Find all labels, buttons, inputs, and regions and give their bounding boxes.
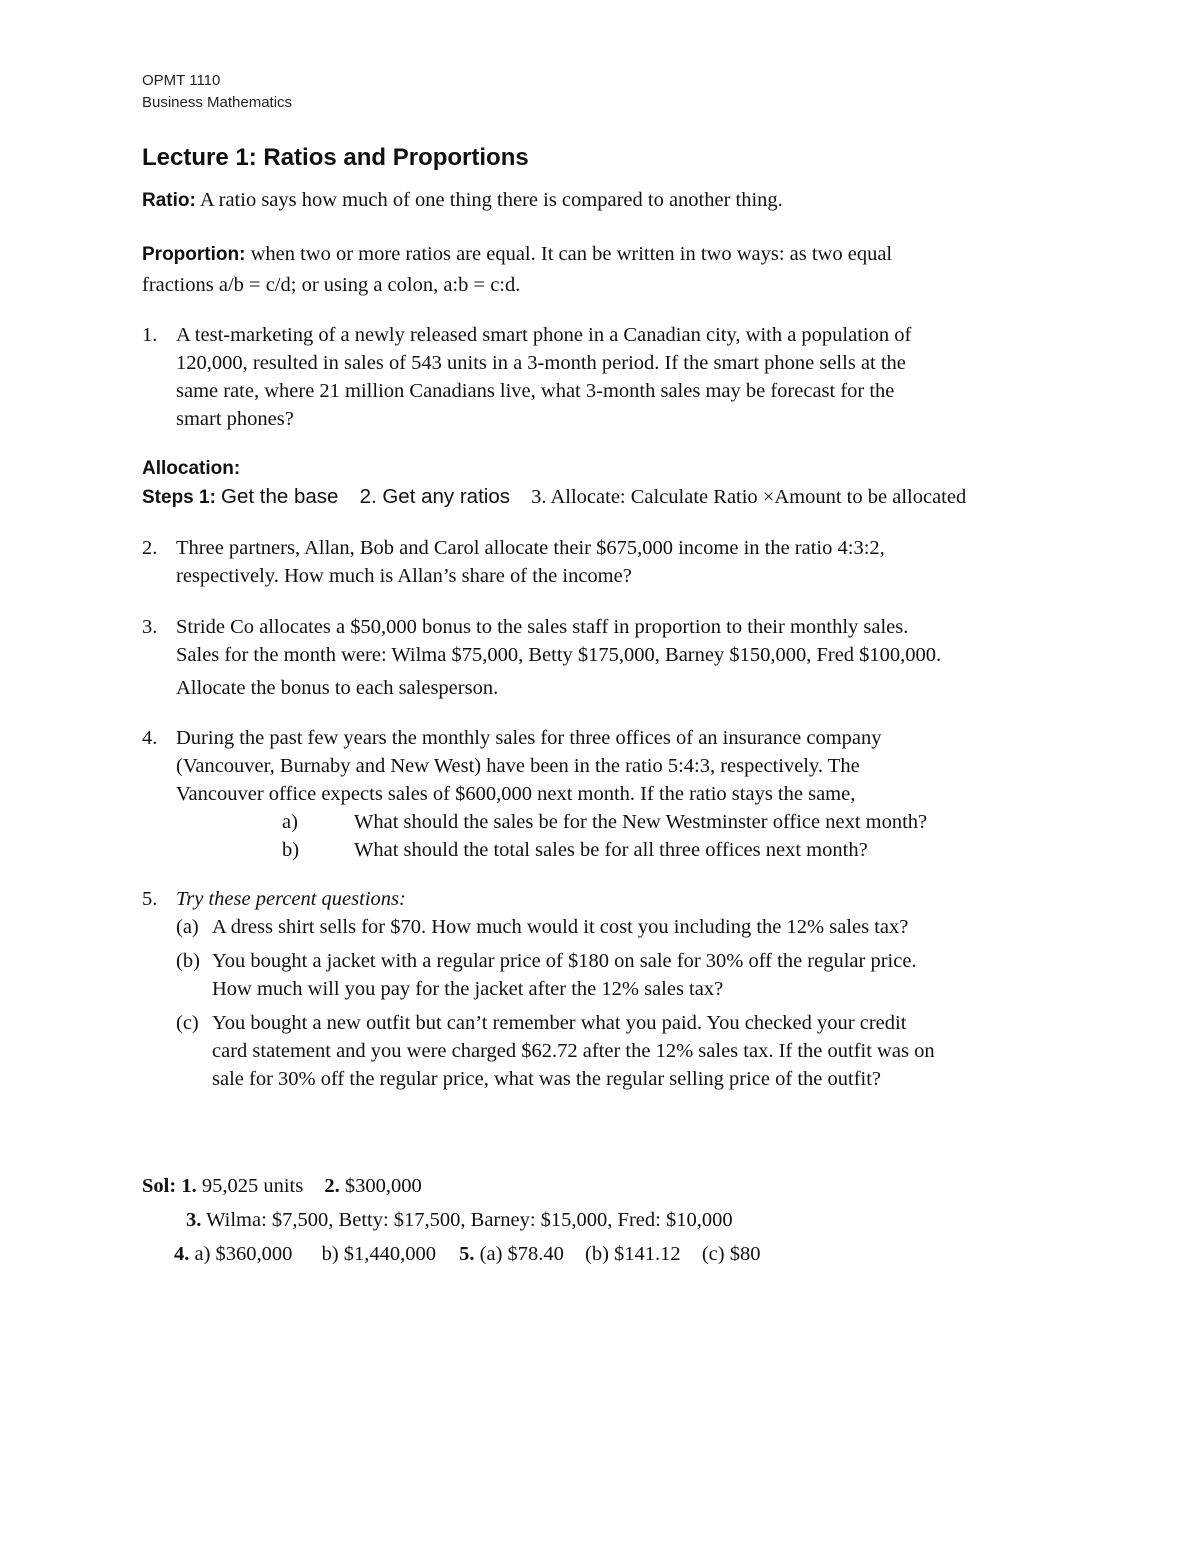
question-5 (142, 885, 1072, 1093)
solution-5c: (c) $80 (701, 1243, 761, 1265)
question-3 (142, 613, 1072, 702)
part-label: a) (282, 811, 298, 833)
part-line: card statement and you were charged $62.72 after the 12% sales tax. If the outfit was on (212, 1040, 935, 1062)
question-number: 5. (142, 888, 158, 910)
part-text: What should the sales be for the New Westminster office next month? (354, 811, 928, 833)
part-text: What should the total sales be for all three offices next month? (354, 839, 868, 861)
question-4-part-b (142, 836, 1072, 864)
part-line: A dress shirt sells for $70. How much would it cost you including the 12% sales tax? (212, 916, 909, 938)
proportion-line-1: when two or more ratios are equal. It can be written in two ways: as two equal (250, 243, 893, 265)
course-code: OPMT 1110 (142, 72, 221, 89)
question-number: 2. (142, 537, 158, 559)
question-number: 3. (142, 616, 158, 638)
question-number: 1. (142, 324, 158, 346)
solution-4a: a) $360,000 (194, 1243, 293, 1265)
question-5-part-c (176, 1009, 1072, 1093)
question-line: Allocate the bonus to each salesperson. (176, 677, 499, 699)
question-line: (Vancouver, Burnaby and New West) have been in the ratio 5:4:3, respectively. The (176, 755, 860, 777)
part-line: You bought a jacket with a regular price of $180 on sale for 30% off the regular price. (212, 950, 917, 972)
solutions-line-3 (142, 1240, 1042, 1268)
ratio-term: Ratio: (142, 190, 196, 211)
solution-number: 3. (186, 1209, 202, 1231)
solution-number: 1. (181, 1175, 197, 1197)
question-line: Three partners, Allan, Bob and Carol allocate their $675,000 income in the ratio 4:3:2, (176, 537, 885, 559)
solution-number: 4. (174, 1243, 190, 1265)
steps-label: Steps 1: (142, 487, 216, 508)
course-header (142, 70, 292, 114)
question-number: 4. (142, 727, 158, 749)
question-line: During the past few years the monthly sales for three offices of an insurance company (176, 727, 882, 749)
part-line: sale for 30% off the regular price, what was the regular selling price of the outfit? (212, 1068, 882, 1090)
question-1 (142, 321, 1072, 433)
solution-number: 2. (324, 1175, 340, 1197)
ratio-text: A ratio says how much of one thing there is compared to another thing. (199, 189, 783, 211)
question-line: smart phones? (176, 408, 294, 430)
question-line: Sales for the month were: Wilma $75,000, Betty $175,000, Barney $150,000, Fred $100,000. (176, 644, 942, 666)
proportion-definition (142, 240, 1072, 299)
part-label: (c) (176, 1012, 199, 1034)
solutions-line-1 (142, 1172, 1042, 1200)
step-1: Get the base (221, 485, 339, 508)
solution-2: $300,000 (344, 1175, 422, 1197)
course-name: Business Mathematics (142, 94, 293, 111)
allocation-steps (142, 483, 1072, 512)
question-line: respectively. How much is Allan’s share of the income? (176, 565, 632, 587)
proportion-line-2: fractions a/b = c/d; or using a colon, a:b = c:d. (142, 274, 521, 296)
part-label: (b) (176, 950, 200, 972)
question-2 (142, 534, 1072, 590)
solutions-label: Sol: (142, 1175, 177, 1197)
question-line: Stride Co allocates a $50,000 bonus to the sales staff in proportion to their monthly sales. (176, 616, 909, 638)
solution-5b: (b) $141.12 (585, 1243, 681, 1265)
solution-1: 95,025 units (201, 1175, 304, 1197)
step-2: 2. Get any ratios (359, 485, 510, 508)
part-line: You bought a new outfit but can’t remember what you paid. You checked your credit (212, 1012, 907, 1034)
proportion-term: Proportion: (142, 244, 246, 265)
solution-4b: b) $1,440,000 (321, 1243, 437, 1265)
question-5-part-b (176, 947, 1072, 1003)
question-4 (142, 724, 1072, 864)
solution-5a: (a) $78.40 (479, 1243, 564, 1265)
allocation-heading: Allocation: (142, 458, 241, 479)
question-5-intro: Try these percent questions: (176, 888, 406, 910)
step-3: 3. Allocate: Calculate Ratio ×Amount to be allocated (531, 486, 967, 508)
question-line: same rate, where 21 million Canadians live, what 3-month sales may be forecast for the (176, 380, 895, 402)
question-line: A test-marketing of a newly released smart phone in a Canadian city, with a population of (176, 324, 912, 346)
question-line: 120,000, resulted in sales of 543 units in a 3-month period. If the smart phone sells at the (176, 352, 906, 374)
part-line: How much will you pay for the jacket after the 12% sales tax? (212, 978, 724, 1000)
solutions-line-2 (142, 1206, 1042, 1234)
question-5-part-a (176, 913, 1072, 941)
part-label: (a) (176, 916, 199, 938)
part-label: b) (282, 839, 300, 861)
page-title: Lecture 1: Ratios and Proportions (142, 144, 529, 171)
solution-number: 5. (459, 1243, 475, 1265)
allocation-section (142, 455, 1072, 512)
solutions (142, 1172, 1042, 1268)
ratio-definition (142, 186, 1072, 215)
question-4-part-a (142, 808, 1072, 836)
question-line: Vancouver office expects sales of $600,000 next month. If the ratio stays the same, (176, 783, 856, 805)
solution-3: Wilma: $7,500, Betty: $17,500, Barney: $15,000, Fred: $10,000 (206, 1209, 733, 1231)
